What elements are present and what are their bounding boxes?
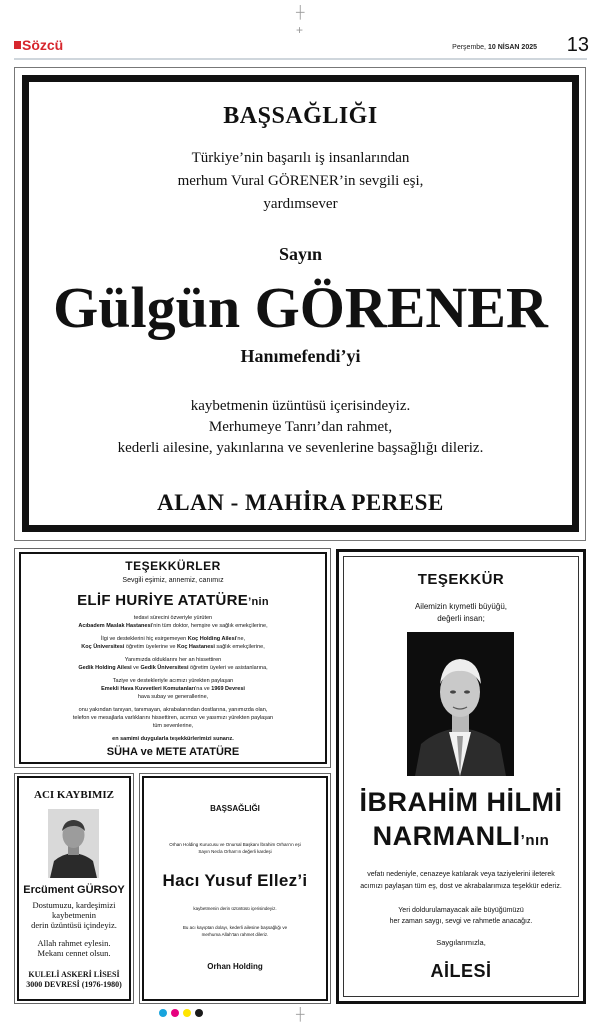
atature-body: tedavi sürecini özveriyle yürüten Acıbadem Maslak Hastanesi’nin tüm doktor, hemşire ve sağlık emekçilerine, İlgi ve desteklerini hiç esirgemeyen Koç Holding Ailesi’ne, Koç Üniversitesi öğretim üyelerine ve Koç Hastanesi sağlık emekçilerine, Yanımızda olduklarını her an hissettiren Gedik Holding Ailesi ve Gedik Üniversitesi öğretim üyeleri ve asistanlarına, Taziye ve destekleriyle acımızı yürekten paylaşan Emekli Hava Kuvvetleri Komutanları'na ve 1969 Devresi hava subay ve generallerine, onu yakından tanıyan, tanımayan, akrabalarından dostlarına, yanımızda olan, telefon ve mesajlarla varlıklarını hissettiren, acımızı ve yasımızı yürekten paylaşan tüm sevenlerine, en samimi duygularla teşekkürlerimizi sunarız. bbox=[72, 615, 274, 742]
gursoy-prayer: Allah rahmet eylesin. Mekanı cennet olsun. bbox=[37, 938, 111, 958]
ellez-signature: Orhan Holding bbox=[207, 962, 263, 971]
registration-mark-top-2: + bbox=[296, 23, 304, 37]
page-number: 13 bbox=[566, 34, 589, 56]
gursoy-title: ACI KAYBIMIZ bbox=[34, 789, 114, 801]
atature-deceased-name: ELİF HURİYE ATATÜRE’nin bbox=[77, 592, 269, 609]
narmanli-title: TEŞEKKÜR bbox=[417, 571, 505, 588]
registration-dot-yellow bbox=[183, 1009, 191, 1017]
gursoy-portrait-photo bbox=[48, 809, 99, 878]
registration-mark-top: ┼ bbox=[296, 5, 305, 19]
ellez-intro: Orhan Holding Kurucusu ve Onursal Başkanı İbrahim Orhan’ın eşi Sayın Necla Orhan’ın değerli kardeşi bbox=[169, 842, 301, 854]
header-date: Perşembe, 10 NİSAN 2025 bbox=[452, 44, 537, 51]
gursoy-signature: KULELİ ASKERİ LİSESİ 3000 DEVRESİ (1976-1980) bbox=[26, 970, 122, 989]
ellez-title: BAŞSAĞLIĞI bbox=[210, 804, 260, 813]
narmanli-closing: Yeri doldurulamayacak aile büyüğümüzü her zaman saygı, sevgi ve rahmetle anacağız. bbox=[389, 907, 533, 925]
main-ad-signature: ALAN - MAHİRA PERESE bbox=[157, 490, 444, 515]
header-rule bbox=[14, 58, 587, 60]
main-ad-deceased-name: Gülgün GÖRENER bbox=[53, 275, 548, 340]
atature-subtitle: Sevgili eşimiz, annemiz, canımız bbox=[122, 577, 224, 584]
narmanli-intro: Ailemizin kıymetli büyüğü, değerli insan; bbox=[414, 602, 508, 623]
registration-dot-magenta bbox=[171, 1009, 179, 1017]
narmanli-portrait-photo bbox=[407, 632, 514, 776]
logo-text: Sözcü bbox=[22, 37, 64, 53]
gursoy-body: Dostumuzu, kardeşimizi kaybetmenin derin üzüntüsü içindeyiz. bbox=[31, 900, 117, 930]
ellez-deceased-name: Hacı Yusuf Ellez’i bbox=[162, 871, 308, 890]
registration-dot-black bbox=[195, 1009, 203, 1017]
gursoy-deceased-name: Ercüment GÜRSOY bbox=[23, 884, 125, 896]
narmanli-regards: Saygılarımızla, bbox=[436, 938, 486, 947]
main-ad-suffix: Hanımefendi’yi bbox=[240, 346, 361, 366]
sozcu-logo bbox=[14, 36, 78, 53]
main-ad-intro: Türkiye’nin başarılı iş insanlarından merhum Vural GÖRENER’in sevgili eşi, yardımsever bbox=[177, 150, 424, 212]
narmanli-deceased-name: İBRAHİM HİLMİ NARMANLI’nın bbox=[359, 787, 563, 851]
atature-signature: SÜHA ve METE ATATÜRE bbox=[106, 746, 240, 758]
atature-title: TEŞEKKÜRLER bbox=[125, 559, 221, 573]
main-ad-title: BAŞSAĞLIĞI bbox=[223, 103, 378, 129]
registration-mark-bottom: ┼ bbox=[296, 1007, 305, 1021]
narmanli-body: vefatı nedeniyle, cenazeye katılarak veya taziyelerini ileterek acımızı paylaşan tüm eş, dost ve akrabalarımıza teşekkür ederiz. bbox=[360, 871, 562, 890]
ellez-body: kaybetmenin derin üzüntüsü içerisindeyiz. bbox=[193, 906, 277, 911]
ellez-closing: Bu acı kayıptan dolayı, kederli ailesine başsağlığı ve merhuma Allah’tan rahmet dileriz. bbox=[182, 925, 288, 937]
registration-dot-cyan bbox=[159, 1009, 167, 1017]
main-ad-body: kaybetmenin üzüntüsü içerisindeyiz. Merhumeye Tanrı’dan rahmet, kederli ailesine, yakınlarına ve sevenlerine başsağlığı dileriz. bbox=[117, 398, 484, 456]
main-ad-honorific: Sayın bbox=[278, 244, 323, 264]
narmanli-signature: AİLESİ bbox=[430, 961, 492, 981]
